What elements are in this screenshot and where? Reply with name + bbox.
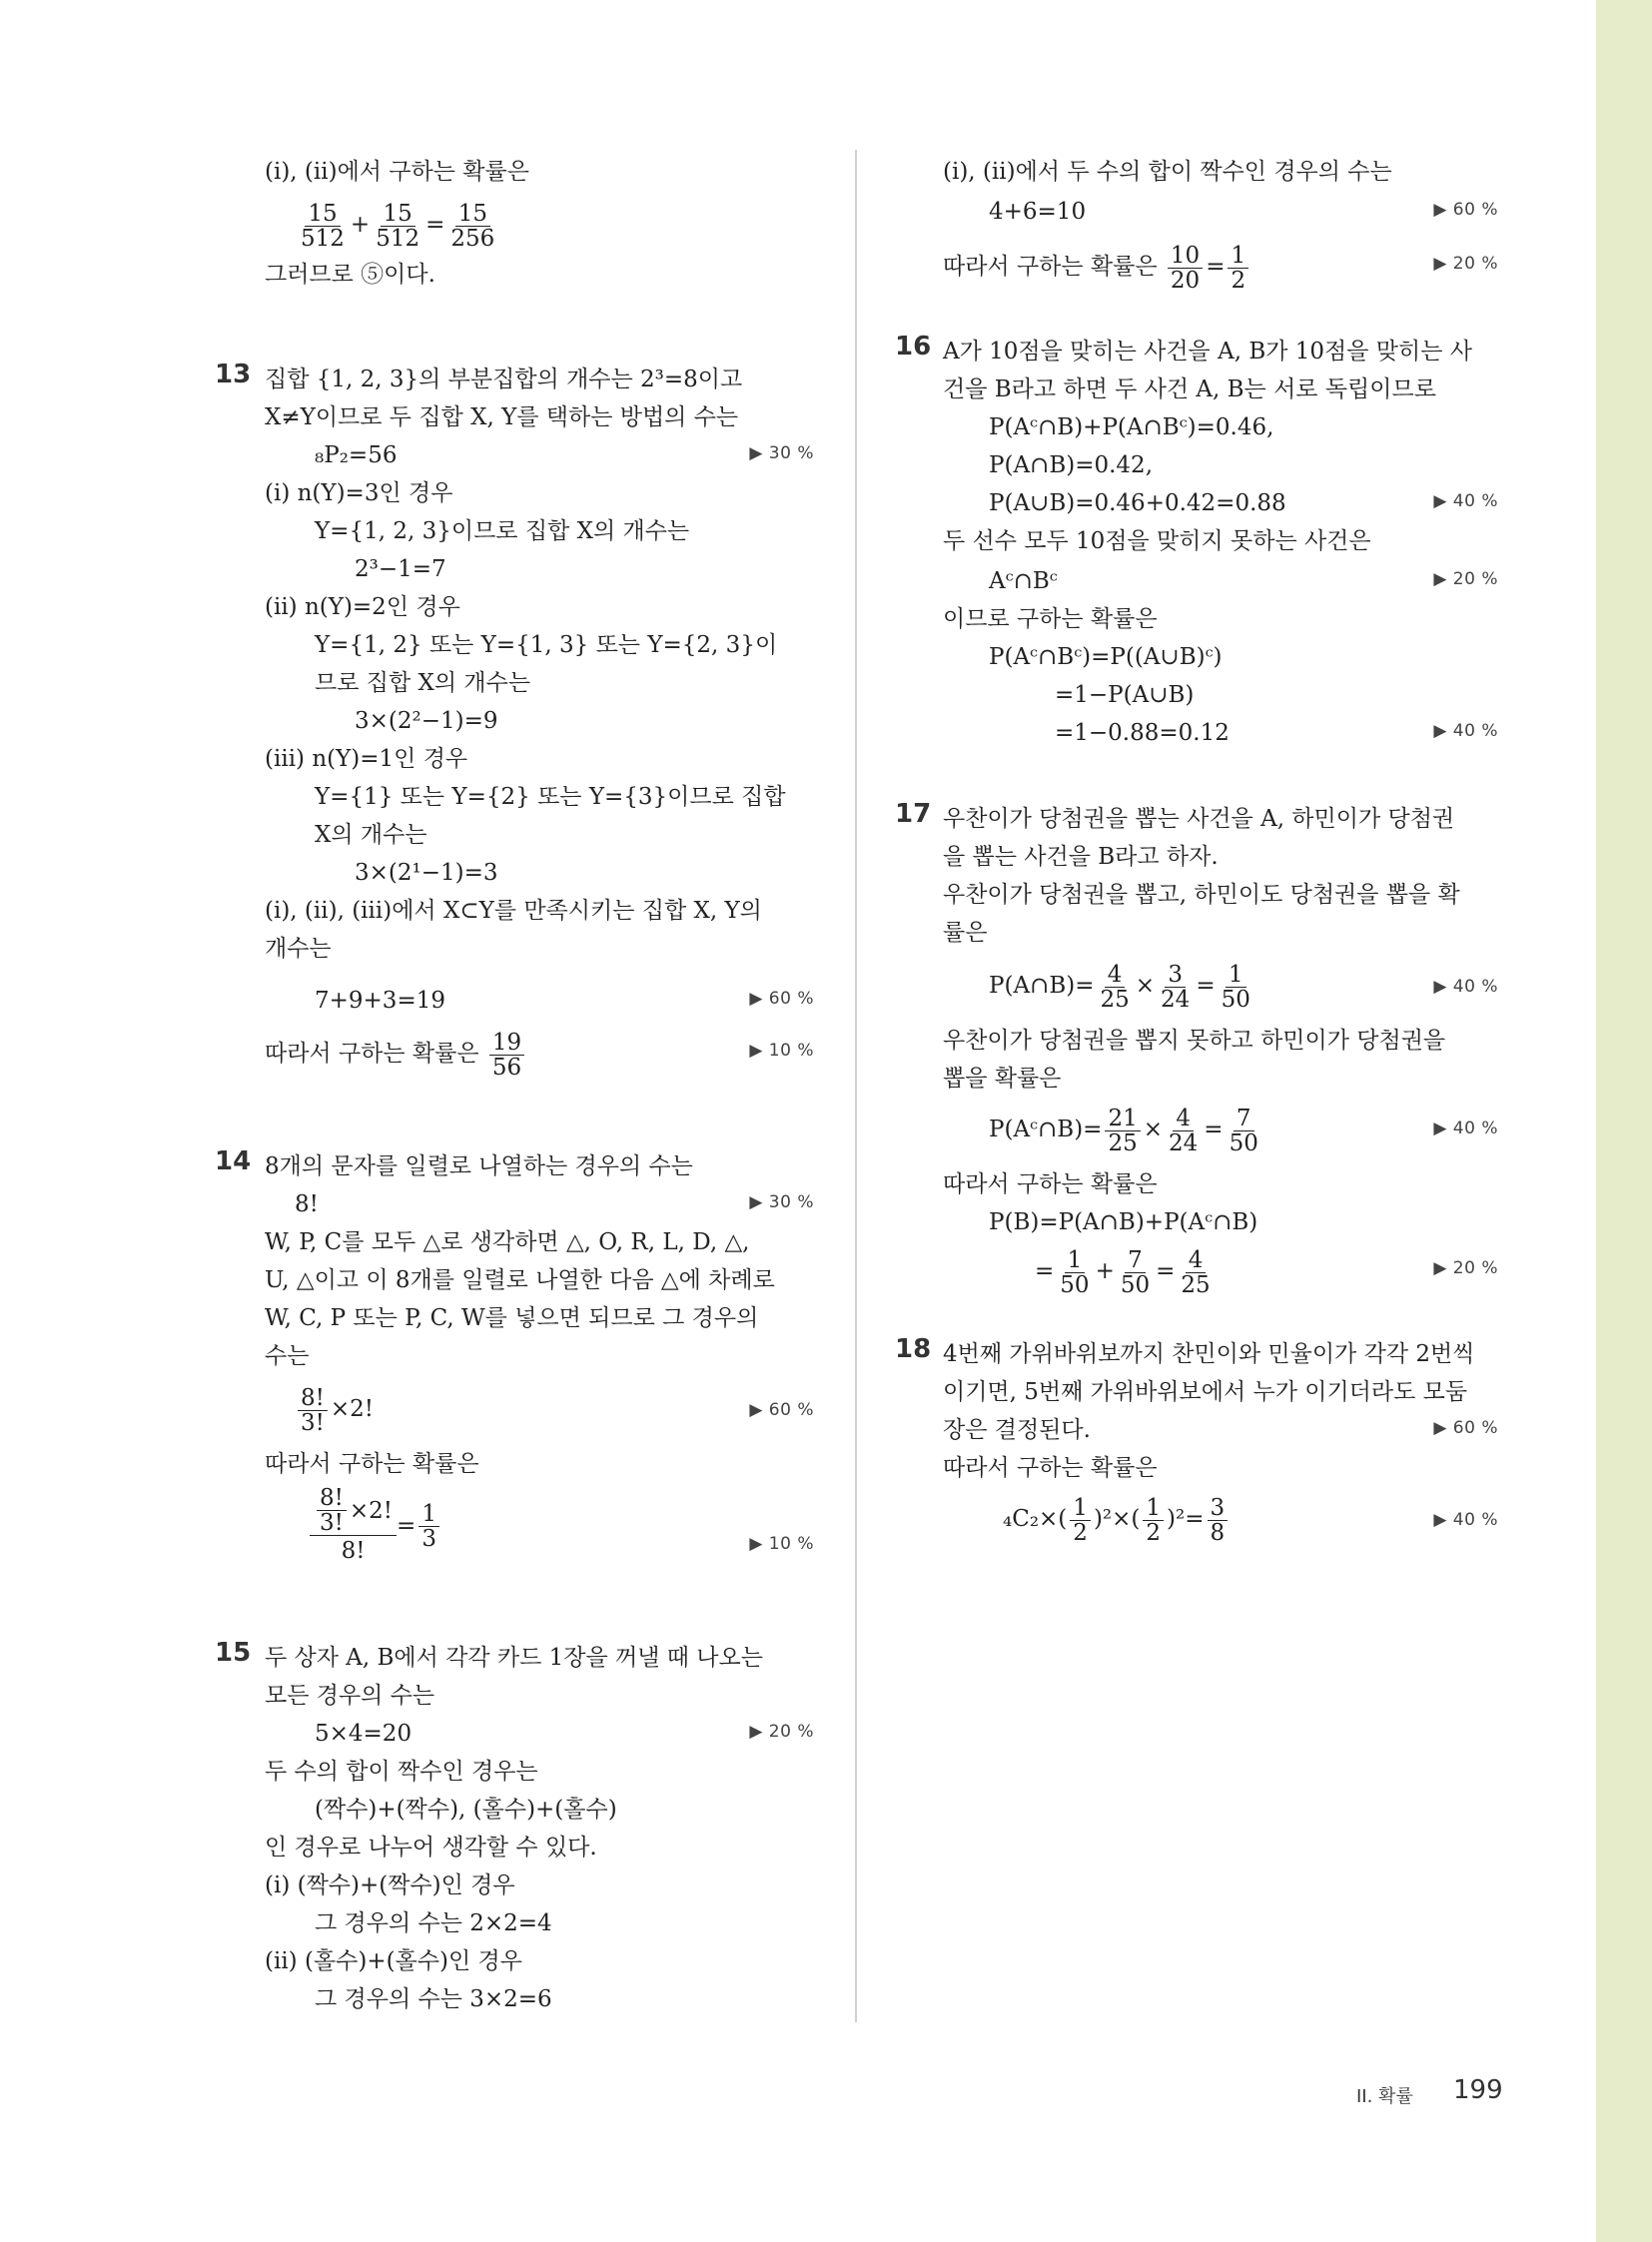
text-line: Y={1, 2, 3}이므로 집합 X의 개수는 [315,518,690,544]
text-line: 모든 경우의 수는 [265,1683,435,1709]
formula-line: ₄C₂×( $\frac{1}{2}$ )²×( $\frac{1}{2}$ )²= $\frac{3}{8}$ [1003,1484,1498,1554]
fraction: $\frac{4}{24}$ [1169,1105,1199,1156]
cont-line: (ⅰ), (ⅱ)에서 구하는 확률은 [265,159,529,185]
fraction: $\frac{8!}{3!}$ [298,1386,328,1435]
text-line: 두 상자 A, B에서 각각 카드 1장을 꺼낼 때 나오는 [265,1645,763,1671]
text-line: 개수는 [265,936,332,962]
text-line: 4번째 가위바위보까지 찬민이와 민율이가 각각 2번씩 [943,1341,1475,1367]
formula-line: P(A∩B)=0.42, [989,452,1153,478]
text-line: 8개의 문자를 일렬로 나열하는 경우의 수는 [265,1153,693,1179]
formula-line: = $\frac{1}{50}$ + $\frac{7}{50}$ = $\frac{4}{25}$ [1035,1236,1498,1306]
formula-line: P(B)=P(A∩B)+P(Aᶜ∩B) [989,1209,1258,1235]
score-percent: ▶ 20 % [1433,569,1498,589]
fraction: $\frac{10}{20}$ [1168,244,1203,293]
text-line: 따라서 구하는 확률은 [943,1455,1158,1481]
text-line: 우찬이가 당첨권을 뽑고, 하민이도 당첨권을 뽑을 확 [943,882,1460,908]
question-number: 15 [215,1638,252,1668]
fraction: $\frac{8!}{3!}$ [317,1486,347,1535]
question-number: 14 [215,1146,252,1176]
question-number: 13 [215,360,252,389]
fraction: $\frac{7}{50}$ [1120,1246,1151,1298]
score-percent: ▶ 20 % [749,1722,814,1742]
formula-line: 2³−1=7 [355,556,446,582]
fraction: $\frac{15}{512}$ [301,200,345,252]
score-percent: ▶ 60 % [1433,1418,1498,1438]
text-line: 따라서 구하는 확률은 [265,1451,479,1477]
text-line: (짝수)+(짝수), (홀수)+(홀수) [315,1797,617,1823]
text-line: U, △이고 이 8개를 일렬로 나열한 다음 △에 차례로 [265,1267,775,1293]
text-line: Y={1} 또는 Y={2} 또는 Y={3}이므로 집합 [315,784,786,810]
text-line: 뽑을 확률은 [943,1066,1062,1092]
fraction: $\frac{15}{256}$ [450,200,495,252]
text-line: X의 개수는 [315,822,427,848]
text-line: 그 경우의 수는 3×2=6 [315,1986,552,2012]
fraction: $\frac{1}{50}$ [1060,1246,1090,1298]
page-number: 199 [1453,2075,1503,2105]
question-number: 18 [895,1334,932,1364]
text-line: (ⅰ) (짝수)+(짝수)인 경우 [265,1872,515,1898]
formula-line: 3×(2¹−1)=3 [355,860,498,886]
compound-fraction: $\frac{8!}{3!}$ ×2! 8! = $\frac{1}{3}$ [310,1486,442,1566]
score-percent: ▶ 10 % [749,1534,814,1554]
text-line: 장은 결정된다. [943,1417,1091,1443]
text-line: 률은 [943,920,988,946]
fraction: $\frac{1}{50}$ [1221,961,1250,1013]
formula-line: $\frac{8!}{3!}$ ×2! [295,1374,814,1444]
fraction: $\frac{1}{2}$ [1228,244,1248,293]
formula-line: ₈P₂=56 [315,442,398,468]
text-line: 인 경우로 나누어 생각할 수 있다. [265,1835,597,1861]
text-line: (ⅰ), (ⅱ), (ⅲ)에서 X⊂Y를 만족시키는 집합 X, Y의 [265,898,762,924]
text-line: W, P, C를 모두 △로 생각하면 △, O, R, L, D, △, [265,1229,750,1255]
fraction: $\frac{3}{24}$ [1161,961,1191,1013]
text-line: 우찬이가 당첨권을 뽑는 사건을 A, 하민이가 당첨권 [943,806,1455,832]
formula-line: 8! [295,1191,319,1217]
text-line: 그 경우의 수는 2×2=4 [315,1910,552,1936]
page-edge-band [1596,0,1652,2242]
text-line: 므로 집합 X의 개수는 [315,670,531,696]
formula-line: 5×4=20 [315,1721,413,1747]
text-line: 건을 B라고 하면 두 사건 A, B는 서로 독립이므로 [943,376,1436,402]
text-line: A가 10점을 맞히는 사건을 A, B가 10점을 맞히는 사 [943,339,1472,365]
text-line: 따라서 구하는 확률은 $\frac{19}{56}$ [265,1019,814,1089]
fraction: $\frac{1}{2}$ [1143,1496,1164,1545]
text-line: 을 뽑는 사건을 B라고 하자. [943,844,1219,870]
score-percent: ▶ 40 % [1433,491,1498,511]
formula-line: P(A∪B)=0.46+0.42=0.88 [989,490,1286,516]
score-percent: ▶ 10 % [749,1041,814,1061]
score-percent: ▶ 60 % [749,1400,814,1420]
text-line: 따라서 구하는 확률은 $\frac{10}{20}$ = $\frac{1}{2}$ [943,232,1498,302]
text-line: (ⅰ) n(Y)=3인 경우 [265,480,453,506]
text-line: 이므로 구하는 확률은 [943,606,1158,632]
score-percent: ▶ 40 % [1433,1119,1498,1138]
text-line: Y={1, 2} 또는 Y={1, 3} 또는 Y={2, 3}이 [315,632,778,658]
score-percent: ▶ 30 % [749,1192,814,1212]
formula-line: P(Aᶜ∩Bᶜ)=P((A∪B)ᶜ) [989,644,1223,670]
text-line: (ⅱ) n(Y)=2인 경우 [265,594,460,620]
cont-formula: $\frac{15}{512}$ + $\frac{15}{512}$ = $\frac{15}{256}$ [295,190,814,260]
fraction: $\frac{7}{50}$ [1229,1105,1258,1156]
formula-line: 4+6=10 [989,199,1087,225]
text-line: (ⅲ) n(Y)=1인 경우 [265,746,468,772]
text-line: 두 선수 모두 10점을 맞히지 못하는 사건은 [943,528,1371,554]
formula-line: 3×(2²−1)=9 [355,708,498,734]
fraction: $\frac{3}{8}$ [1208,1496,1229,1545]
text-line: W, C, P 또는 P, C, W를 넣으면 되므로 그 경우의 [265,1305,759,1331]
question-number: 16 [895,332,932,362]
text-line: 집합 {1, 2, 3}의 부분집합의 개수는 2³=8이고 [265,367,743,392]
formula-line: 7+9+3=19 [315,988,445,1014]
score-percent: ▶ 40 % [1433,1510,1498,1530]
text-line: 두 수의 합이 짝수인 경우는 [265,1759,538,1785]
fraction: $\frac{4}{25}$ [1100,961,1130,1013]
text-line: 수는 [265,1343,310,1369]
score-percent: ▶ 20 % [1433,1258,1498,1278]
score-percent: ▶ 40 % [1433,721,1498,741]
score-percent: ▶ 20 % [1433,254,1498,274]
fraction: $\frac{4}{25}$ [1181,1246,1211,1298]
formula-line: =1−P(A∪B) [1055,682,1195,708]
fraction: $\frac{21}{25}$ [1105,1107,1140,1155]
fraction: $\frac{1}{3}$ [418,1502,439,1551]
score-percent: ▶ 60 % [749,989,814,1009]
cont-line: (ⅰ), (ⅱ)에서 두 수의 합이 짝수인 경우의 수는 [943,159,1392,185]
text-line: (ⅱ) (홀수)+(홀수)인 경우 [265,1948,522,1974]
formula-line: P(Aᶜ∩B)+P(A∩Bᶜ)=0.46, [989,414,1274,440]
text-line: 이기면, 5번째 가위바위보에서 누가 이기더라도 모둠 [943,1379,1468,1405]
formula-line: P(Aᶜ∩B)= $\frac{21}{25}$ × $\frac{4}{24}$ = $\frac{7}{50}$ [989,1095,1498,1164]
score-percent: ▶ 30 % [749,443,814,463]
score-percent: ▶ 40 % [1433,977,1498,997]
footer-section-title: II. 확률 [1356,2086,1413,2107]
column-divider [855,150,857,2022]
text-line: X≠Y이므로 두 집합 X, Y를 택하는 방법의 수는 [265,404,739,430]
formula-line: =1−0.88=0.12 [1055,720,1230,746]
fraction: $\frac{1}{2}$ [1070,1496,1091,1545]
fraction: $\frac{15}{512}$ [376,200,420,252]
score-percent: ▶ 60 % [1433,200,1498,220]
fraction: $\frac{19}{56}$ [489,1031,524,1080]
text-line: 따라서 구하는 확률은 [943,1171,1158,1197]
formula-line: Aᶜ∩Bᶜ [989,568,1058,594]
text-line: 우찬이가 당첨권을 뽑지 못하고 하민이가 당첨권을 [943,1028,1446,1054]
question-number: 17 [895,799,932,829]
cont-line: 그러므로 ⑤이다. [265,262,435,288]
formula-line: P(A∩B)= $\frac{4}{25}$ × $\frac{3}{24}$ = $\frac{1}{50}$ [989,951,1498,1021]
